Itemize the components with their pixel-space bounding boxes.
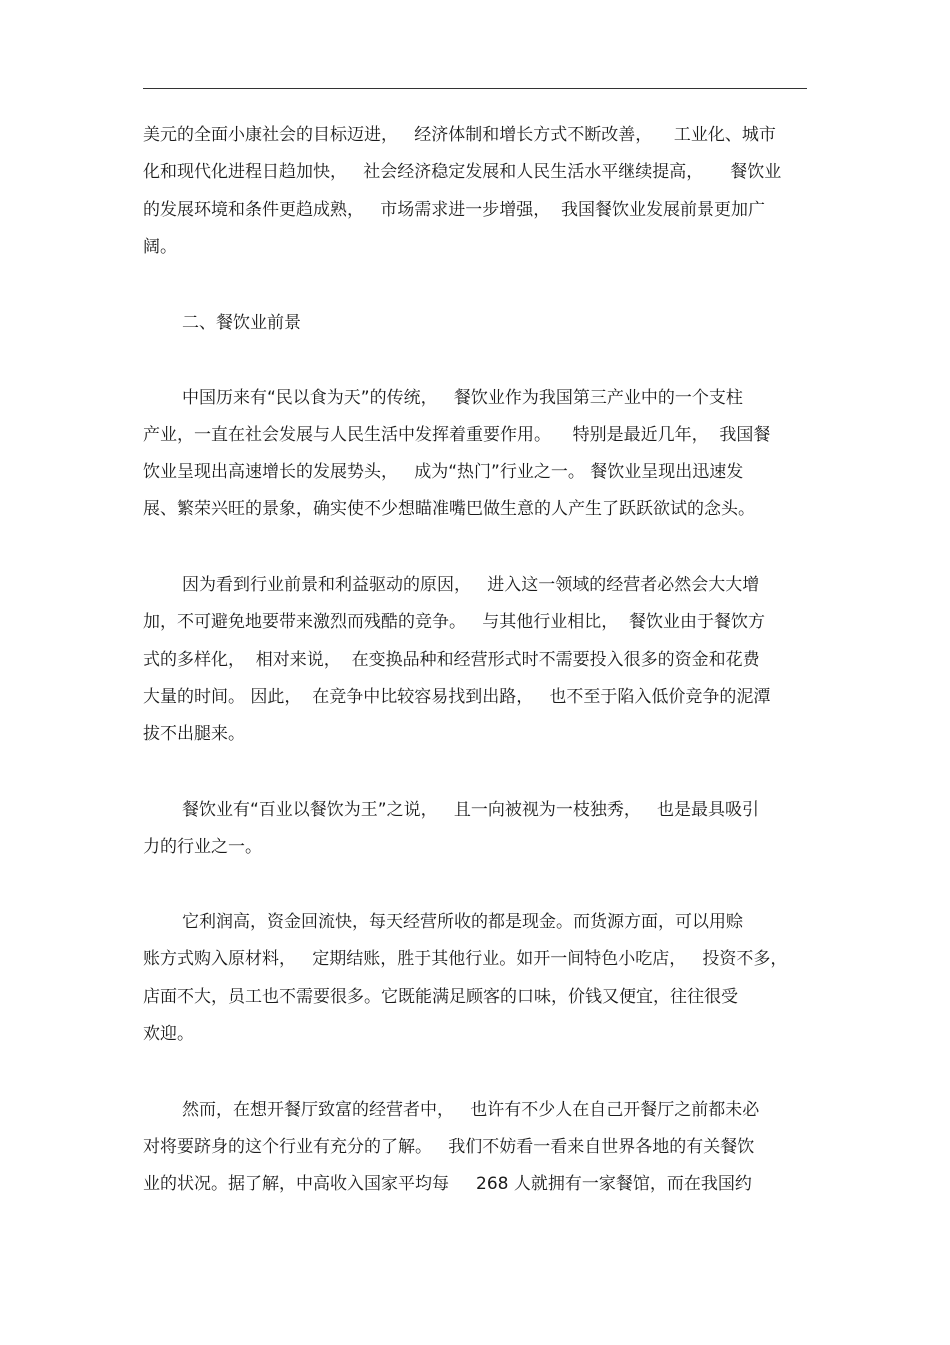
text-line: 它利润高，资金回流快，每天经营所收的都是现金。而货源方面，可以用赊 [182, 912, 743, 932]
text-line: 阔。 [143, 237, 177, 257]
text-line: 业的状况。据了解，中高收入国家平均每 268 人就拥有一家餐馆，而在我国约 [143, 1174, 752, 1194]
text-line: 大量的时间。 因此， 在竞争中比较容易找到出路， 也不至于陷入低价竞争的泥潭 [143, 687, 771, 707]
text-line: 美元的全面小康社会的目标迈进， 经济体制和增长方式不断改善， 工业化、城市 [143, 125, 776, 145]
text-line: 加，不可避免地要带来激烈而残酷的竞争。 与其他行业相比， 餐饮业由于餐饮方 [143, 612, 766, 632]
text-line: 展、繁荣兴旺的景象，确实使不少想瞄准嘴巴做生意的人产生了跃跃欲试的念头。 [143, 499, 755, 519]
text-line: 的发展环境和条件更趋成熟， 市场需求进一步增强， 我国餐饮业发展前景更加广 [143, 200, 766, 220]
text-line: 产业，一直在社会发展与人民生活中发挥着重要作用。 特别是最近几年， 我国餐 [143, 425, 771, 445]
section-heading: 二、餐饮业前景 [182, 313, 301, 333]
text-line: 餐饮业有“百业以餐饮为王”之说， 且一向被视为一枝独秀， 也是最具吸引 [182, 800, 760, 820]
text-line: 化和现代化进程日趋加快， 社会经济稳定发展和人民生活水平继续提高， 餐饮业 [143, 162, 782, 182]
text-line: 式的多样化， 相对来说， 在变换品种和经营形式时不需要投入很多的资金和花费 [143, 650, 760, 670]
text-line: 力的行业之一。 [143, 837, 262, 857]
text-line: 中国历来有“民以食为天”的传统， 餐饮业作为我国第三产业中的一个支柱 [182, 388, 743, 408]
text-line: 因为看到行业前景和利益驱动的原因， 进入这一领域的经营者必然会大大增 [182, 575, 760, 595]
text-line: 账方式购入原材料， 定期结账，胜于其他行业。如开一间特色小吃店， 投资不多， [143, 949, 788, 969]
text-line: 然而，在想开餐厅致富的经营者中， 也许有不少人在自己开餐厅之前都未必 [182, 1100, 760, 1120]
text-line: 拔不出腿来。 [143, 724, 245, 744]
text-line: 店面不大，员工也不需要很多。它既能满足顾客的口味，价钱又便宜，往往很受 [143, 987, 738, 1007]
text-line: 对将要跻身的这个行业有充分的了解。 我们不妨看一看来自世界各地的有关餐饮 [143, 1137, 755, 1157]
text-line: 欢迎。 [143, 1024, 194, 1044]
text-line: 饮业呈现出高速增长的发展势头， 成为“热门”行业之一。 餐饮业呈现出迅速发 [143, 462, 744, 482]
header-rule [143, 88, 807, 89]
